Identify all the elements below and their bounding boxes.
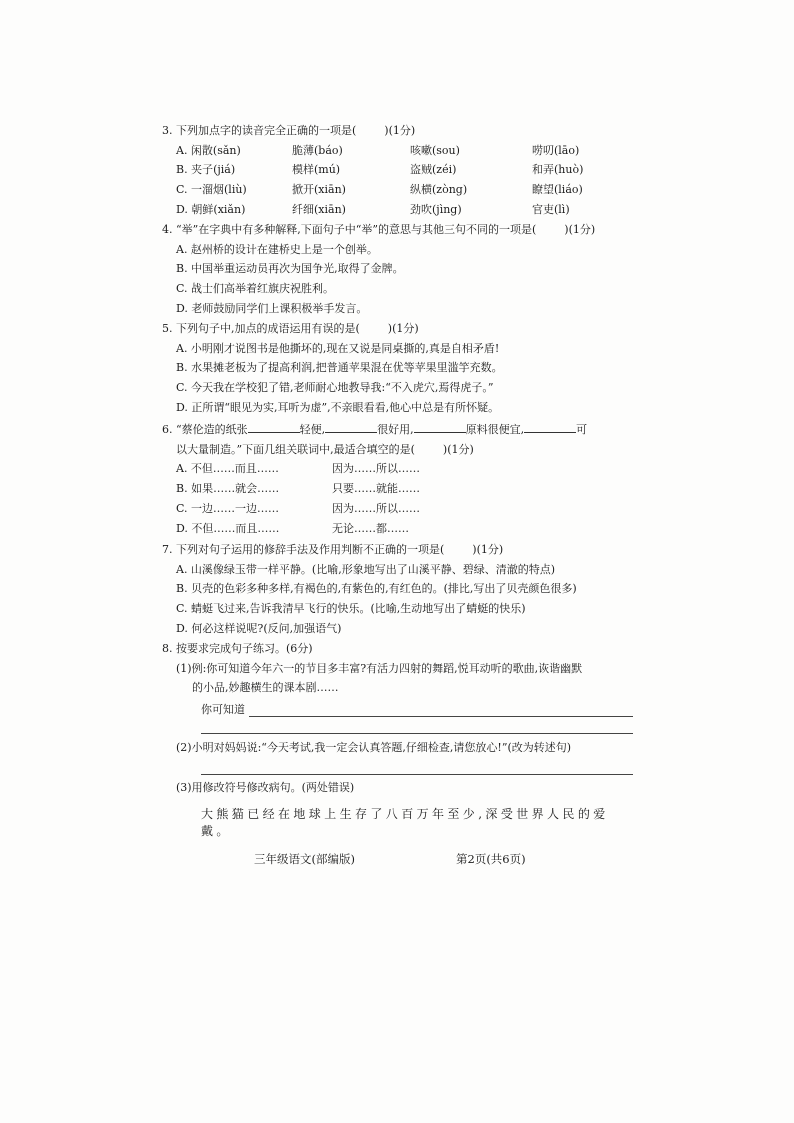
option-row: C. 一溜烟(liù) 掀开(xiān) 纵横(zòng) 瞭望(liáo)	[176, 183, 583, 197]
answer-line[interactable]	[201, 732, 633, 734]
question-4	[162, 220, 642, 319]
option-row: D. 朝鲜(xiǎn) 纤细(xiān) 劲吹(jìng) 官吏(lì)	[176, 202, 570, 216]
option-row: A. 闲散(sǎn) 脆薄(báo) 咳嗽(sou) 唠叨(lāo)	[176, 143, 580, 157]
option-a: A. 赵州桥的设计在建桥史上是一个创举。	[176, 242, 378, 256]
option-b: B. 贝壳的色彩多种多样,有褐色的,有紫色的,有红色的。(排比,写出了贝壳颜色很多)	[176, 582, 577, 596]
footer-subject: 三年级语文(部编版)	[254, 852, 355, 866]
question-3	[162, 121, 642, 220]
question-3-stem: 3. 下列加点字的读音完全正确的一项是( )(1分)	[162, 124, 416, 137]
option-row: B. 如果……就会…… 只要……就能……	[176, 482, 420, 496]
option-b: B. 中国举重运动员再次为国争光,取得了金牌。	[176, 262, 404, 276]
option-row: D. 不但……而且…… 无论……都……	[176, 521, 409, 535]
answer-blank[interactable]	[325, 421, 377, 433]
answer-line[interactable]	[201, 773, 633, 775]
question-5	[162, 319, 642, 418]
option-row: B. 夹子(jiá) 模样(mú) 盗贼(zéi) 和弄(huò)	[176, 163, 584, 177]
part-1-answer: 你可知道	[201, 701, 633, 717]
answer-blank[interactable]	[414, 421, 466, 433]
part-2: (2)小明对妈妈说:“今天考试,我一定会认真答题,仔细检查,请您放心!”(改为转述句)	[176, 741, 572, 754]
option-row: A. 不但……而且…… 因为……所以……	[176, 462, 420, 476]
option-c: C. 战士们高举着红旗庆祝胜利。	[176, 282, 335, 296]
question-7-stem: 7. 下列对句子运用的修辞手法及作用判断不正确的一项是( )(1分)	[162, 543, 504, 556]
question-6-stem: 6. “蔡伦造的纸张 轻便, 很好用, 原料很便宜, 可	[162, 423, 588, 436]
question-4-stem: 4. “举”在字典中有多种解释,下面句子中“举”的意思与其他三句不同的一项是( )(1分)	[162, 223, 596, 236]
option-a: A. 小明刚才说图书是他撕坏的,现在又说是同桌撕的,真是自相矛盾!	[176, 341, 500, 355]
question-5-stem: 5. 下列句子中,加点的成语运用有误的是( )(1分)	[162, 322, 419, 335]
answer-blank[interactable]	[524, 421, 576, 433]
question-8-stem: 8. 按要求完成句子练习。(6分)	[162, 642, 313, 655]
option-c: C. 蜻蜓飞过来,告诉我清早飞行的快乐。(比喻,生动地写出了蜻蜓的快乐)	[176, 602, 526, 616]
answer-line[interactable]	[249, 704, 633, 717]
option-d: D. 正所谓“眼见为实,耳听为虚”,不亲眼看看,他心中总是有所怀疑。	[176, 400, 500, 414]
part-3: (3)用修改符号修改病句。(两处错误)	[176, 781, 355, 794]
answer-blank[interactable]	[248, 421, 300, 433]
option-d: D. 何必这样说呢?(反问,加强语气)	[176, 621, 342, 635]
part-1: (1)例:你可知道今年六一的节目多丰富?有活力四射的舞蹈,悦耳动听的歌曲,诙谐幽默 的小品,妙趣横生的课本剧……	[176, 661, 583, 695]
question-8	[162, 639, 642, 698]
footer-page-number: 第2页(共6页)	[456, 852, 526, 866]
option-row: C. 一边……一边…… 因为……所以……	[176, 501, 420, 515]
question-7	[162, 540, 642, 639]
option-d: D. 老师鼓励同学们上课积极举手发言。	[176, 301, 368, 315]
faulty-sentence: 大熊猫已经在地球上生存了八百万年至少,深受世界人民的爱戴。	[201, 807, 609, 838]
option-c: C. 今天我在学校犯了错,老师耐心地教导我:“不入虎穴,焉得虎子。”	[176, 381, 494, 395]
option-a: A. 山溪像绿玉带一样平静。(比喻,形象地写出了山溪平静、碧绿、清澈的特点)	[176, 562, 556, 576]
question-6: 6. “蔡伦造的纸张 轻便, 很好用, 原料很便宜, 可 以大量制造。”下面几组关联词中,最适合填空的是( )(1分) A. 不但……而且…… 因为……所以…… B. 如果……就会…… 只要……就能…… C. 一边……一边…… 因为……所以…… D. 不但……而且…… 无论……都……	[162, 420, 642, 538]
option-b: B. 水果摊老板为了提高利润,把普通苹果混在优等苹果里滥竽充数。	[176, 361, 503, 375]
